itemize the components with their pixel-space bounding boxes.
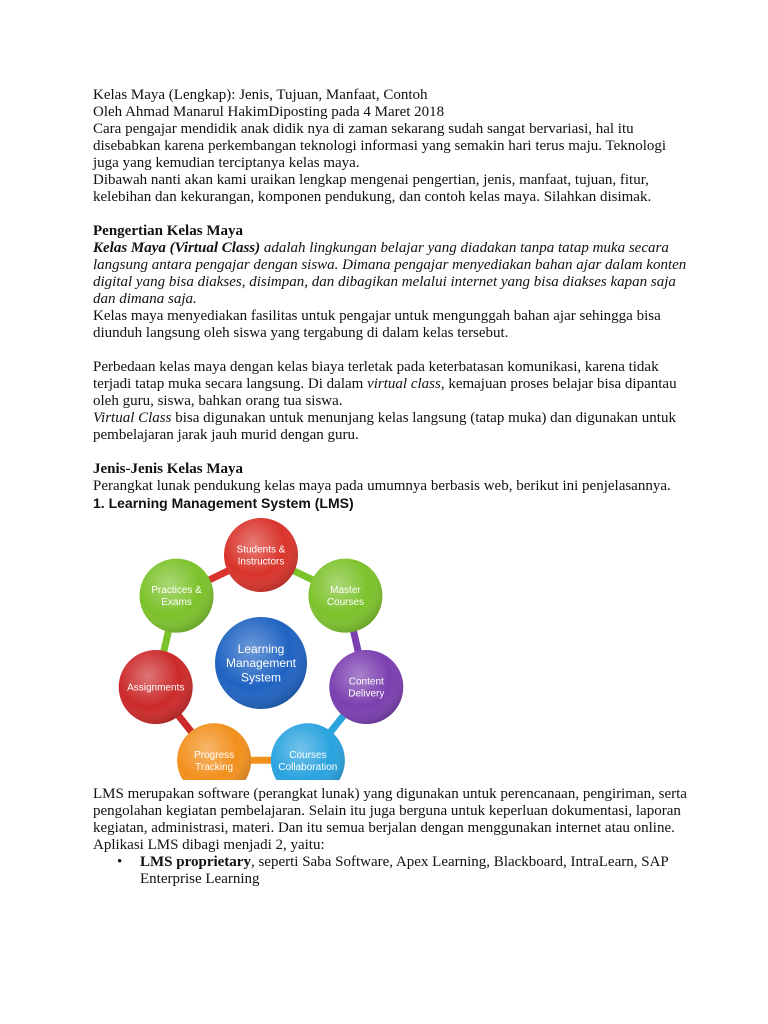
- document-page: [93, 87, 693, 888]
- subheading-lms: 1. Learning Management System (LMS): [93, 495, 354, 511]
- lms-type-list: [93, 854, 693, 888]
- spacer: [93, 206, 693, 223]
- article-title: Kelas Maya (Lengkap): Jenis, Tujuan, Manfaat, Contoh: [93, 87, 428, 103]
- italic-term: virtual class: [367, 376, 441, 392]
- diagram-node-label: Courses: [326, 597, 365, 609]
- article-byline: Oleh Ahmad Manarul HakimDiposting pada 4 Maret 2018: [93, 104, 445, 120]
- italic-term: Virtual Class: [93, 410, 172, 426]
- diagram-node-label: Tracking: [195, 761, 234, 773]
- diagram-center-label: System: [240, 670, 282, 685]
- lms-paragraph-2: Aplikasi LMS dibagi menjadi 2, yaitu:: [93, 837, 325, 853]
- text-run: , kemajuan proses belajar bisa dipantau oleh guru, siswa, bahkan orang tua siswa.: [93, 376, 677, 409]
- pengertian-paragraph-3: [93, 410, 693, 444]
- definition-paragraph: [93, 240, 693, 308]
- lms-diagram: [93, 515, 415, 780]
- diagram-node-label: Students &: [236, 544, 286, 556]
- diagram-node-label: Instructors: [237, 556, 285, 568]
- diagram-node-label: Progress: [194, 749, 235, 761]
- diagram-node-label: Content: [348, 676, 384, 688]
- diagram-node-label: Courses: [289, 749, 327, 761]
- heading-jenis: Jenis-Jenis Kelas Maya: [93, 461, 243, 477]
- list-item: [93, 854, 693, 888]
- text-run: bisa digunakan untuk menunjang kelas langsung (tatap muka) dan digunakan untuk pembelajaran jarak jauh murid dengan guru.: [93, 410, 676, 443]
- diagram-center-label: Management: [225, 656, 297, 671]
- list-item-title: LMS proprietary: [140, 854, 251, 870]
- intro-paragraph-2: Dibawah nanti akan kami uraikan lengkap mengenai pengertian, jenis, manfaat, tujuan, fitur, kelebihan dan kekurangan, komponen pendukung, dan contoh kelas maya. Silahkan disimak.: [93, 172, 652, 205]
- definition-term: Kelas Maya (Virtual Class): [93, 240, 261, 256]
- heading-pengertian: Pengertian Kelas Maya: [93, 223, 243, 239]
- diagram-node-label: Master: [330, 585, 361, 597]
- diagram-center-label: Learning: [237, 641, 285, 656]
- diagram-node-label: Delivery: [348, 688, 385, 700]
- definition-text: adalah lingkungan belajar yang diadakan tanpa tatap muka secara langsung antara pengajar dengan siswa. Dimana pengajar menyediakan bahan ajar dalam konten digital yang bisa diakses, disimpan, dan dibagikan melalui internet yang bisa diakses kapan saja dan dimana saja.: [93, 240, 687, 307]
- lms-diagram-svg: [93, 515, 415, 780]
- list-item-text: , seperti Saba Software, Apex Learning, Blackboard, IntraLearn, SAP Enterprise Learning: [140, 854, 669, 887]
- text-run: Perbedaan kelas maya dengan kelas biaya terletak pada keterbatasan komunikasi, karena tidak terjadi tatap muka secara langsung. Di dalam: [93, 359, 659, 392]
- jenis-paragraph-1: Perangkat lunak pendukung kelas maya pada umumnya berbasis web, berikut ini penjelasannya.: [93, 478, 671, 494]
- pengertian-paragraph-1: Kelas maya menyediakan fasilitas untuk pengajar untuk mengunggah bahan ajar sehingga bisa diunduh langsung oleh siswa yang tergabung di dalam kelas tersebut.: [93, 308, 661, 341]
- diagram-node-label: Collaboration: [278, 761, 338, 773]
- lms-paragraph-1: LMS merupakan software (perangkat lunak) yang digunakan untuk perencanaan, pengiriman, serta pengolahan kegiatan pembelajaran. Selain itu juga berguna untuk keperluan dokumentasi, laporan kegiatan, administrasi, materi. Dan itu semua berjalan dengan menggunakan internet atau online.: [93, 786, 687, 836]
- spacer: [93, 444, 693, 461]
- pengertian-paragraph-2: [93, 359, 693, 410]
- diagram-node-label: Assignments: [127, 682, 185, 694]
- diagram-node-label: Practices &: [151, 585, 202, 597]
- bullet-icon: •: [117, 854, 123, 870]
- diagram-node-label: Exams: [161, 597, 192, 609]
- intro-paragraph-1: Cara pengajar mendidik anak didik nya di zaman sekarang sudah sangat bervariasi, hal itu disebabkan karena perkembangan teknologi informasi yang semakin hari terus maju. Teknologi juga yang kemudian terciptanya kelas maya.: [93, 121, 667, 171]
- spacer: [93, 342, 693, 359]
